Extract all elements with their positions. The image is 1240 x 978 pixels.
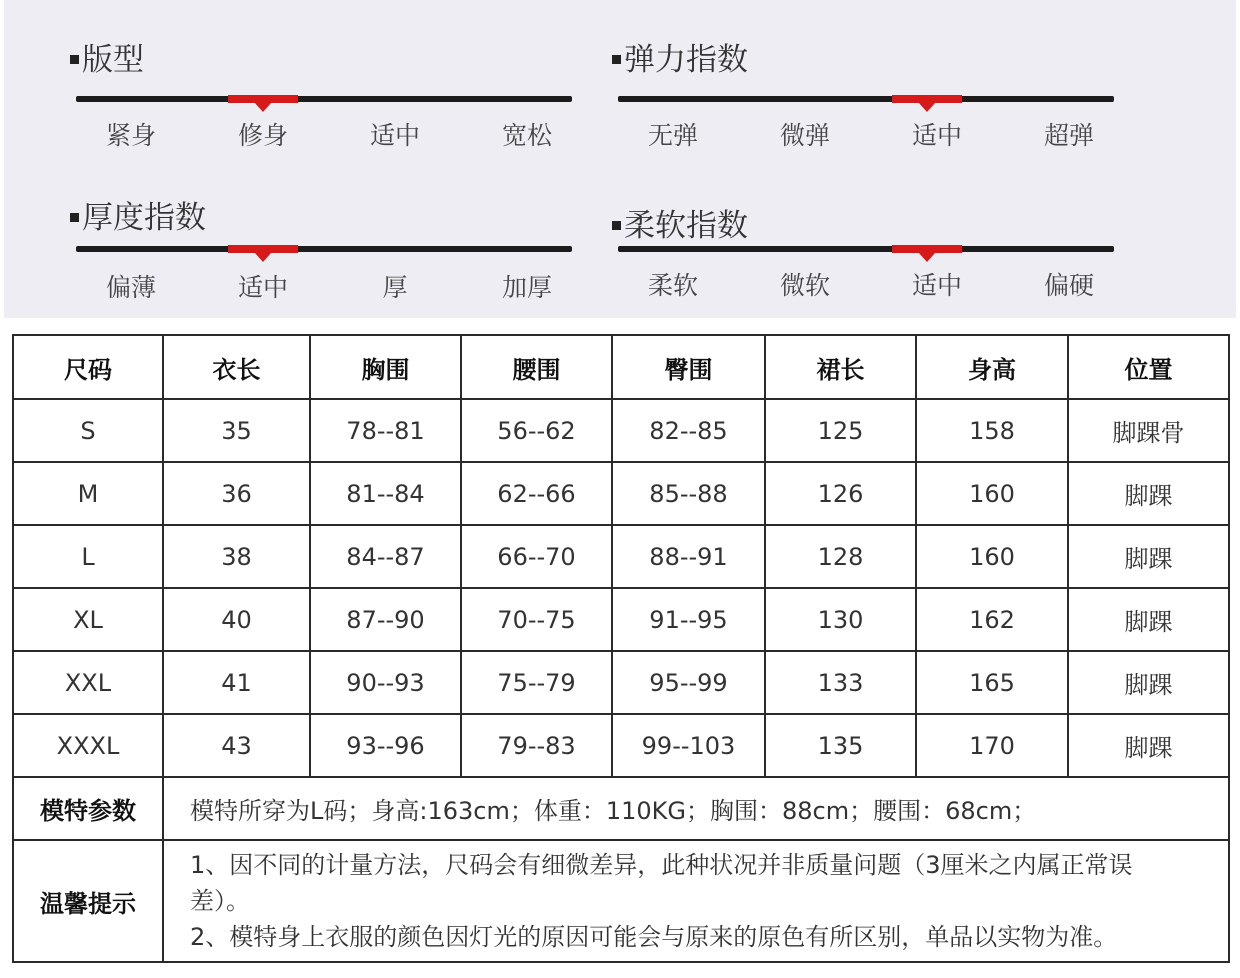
table-cell: 38 <box>163 525 310 588</box>
scale-label: 超弹 <box>1043 121 1094 150</box>
table-cell: 91--95 <box>612 588 765 651</box>
table-cell: 41 <box>163 651 310 714</box>
model-params-text: 模特所穿为L码；身高:163cm；体重：110KG；胸围：88cm；腰围：68cm； <box>163 777 1229 840</box>
metric-title <box>612 34 748 79</box>
scale-bar <box>76 96 572 102</box>
bullet-square-icon <box>612 55 621 64</box>
table-cell: 脚踝骨 <box>1068 399 1229 462</box>
table-cell: 36 <box>163 462 310 525</box>
bullet-square-icon <box>70 213 79 222</box>
header-cell: 尺码 <box>13 335 163 399</box>
table-cell: 56--62 <box>461 399 612 462</box>
table-cell: 79--83 <box>461 714 612 777</box>
table-cell: 81--84 <box>310 462 461 525</box>
table-cell: 脚踝 <box>1068 462 1229 525</box>
table-cell: 脚踝 <box>1068 714 1229 777</box>
scale-label: 微软 <box>779 271 830 300</box>
metric-thickness <box>70 192 570 332</box>
table-cell: S <box>13 399 163 462</box>
fabric-index-panel <box>4 0 1236 318</box>
table-cell: 70--75 <box>461 588 612 651</box>
scale-label: 无弹 <box>647 121 698 150</box>
table-cell: 88--91 <box>612 525 765 588</box>
table-cell: 93--96 <box>310 714 461 777</box>
table-cell: M <box>13 462 163 525</box>
table-cell: 85--88 <box>612 462 765 525</box>
header-cell: 臀围 <box>612 335 765 399</box>
table-cell: 35 <box>163 399 310 462</box>
metric-title-text: 版型 <box>82 42 144 78</box>
table-cell: 133 <box>765 651 916 714</box>
table-cell: 130 <box>765 588 916 651</box>
table-cell: 62--66 <box>461 462 612 525</box>
scale-label: 加厚 <box>501 273 552 302</box>
scale-label: 适中 <box>237 273 288 302</box>
table-cell: 126 <box>765 462 916 525</box>
table-cell: 脚踝 <box>1068 588 1229 651</box>
scale-label: 紧身 <box>105 121 156 150</box>
table-cell: 99--103 <box>612 714 765 777</box>
table-row <box>13 588 1229 651</box>
table-cell: L <box>13 525 163 588</box>
table-header-row <box>13 335 1229 399</box>
table-cell: 158 <box>916 399 1068 462</box>
table-cell: 84--87 <box>310 525 461 588</box>
table-row <box>13 462 1229 525</box>
notice-row <box>13 840 1229 962</box>
table-cell: 40 <box>163 588 310 651</box>
table-cell: XXXL <box>13 714 163 777</box>
scale-bar <box>618 246 1114 252</box>
table-cell: 125 <box>765 399 916 462</box>
table-cell: 75--79 <box>461 651 612 714</box>
scale-label: 微弹 <box>779 121 830 150</box>
table-cell: 82--85 <box>612 399 765 462</box>
metric-softness <box>612 200 1112 340</box>
metric-title-text: 柔软指数 <box>624 208 748 244</box>
table-cell: 43 <box>163 714 310 777</box>
header-cell: 衣长 <box>163 335 310 399</box>
scale-label: 适中 <box>369 121 420 150</box>
table-cell: 170 <box>916 714 1068 777</box>
metric-fit <box>70 34 570 174</box>
table-row <box>13 651 1229 714</box>
header-cell: 裙长 <box>765 335 916 399</box>
bullet-square-icon <box>612 221 621 230</box>
table-cell: XL <box>13 588 163 651</box>
size-chart-table <box>12 334 1230 963</box>
scale-label: 宽松 <box>501 121 552 150</box>
table-row <box>13 714 1229 777</box>
header-cell: 身高 <box>916 335 1068 399</box>
metric-elasticity <box>612 34 1112 174</box>
table-cell: 90--93 <box>310 651 461 714</box>
metric-title <box>70 34 144 79</box>
table-cell: XXL <box>13 651 163 714</box>
notice-line: 差）。 <box>190 887 250 915</box>
notice-text <box>163 840 1229 962</box>
metric-title-text: 厚度指数 <box>82 200 206 236</box>
table-cell: 128 <box>765 525 916 588</box>
header-cell: 位置 <box>1068 335 1229 399</box>
selected-marker <box>892 245 962 253</box>
scale-bar <box>76 246 572 252</box>
notice-line: 2、模特身上衣服的颜色因灯光的原因可能会与原来的原色有所区别，单品以实物为准。 <box>190 923 1118 951</box>
metric-title <box>612 200 748 245</box>
scale-label: 柔软 <box>647 271 698 300</box>
selected-marker <box>228 95 298 103</box>
scale-label: 修身 <box>237 121 288 150</box>
model-params-label: 模特参数 <box>13 777 163 840</box>
table-cell: 162 <box>916 588 1068 651</box>
table-cell: 66--70 <box>461 525 612 588</box>
table-cell: 脚踝 <box>1068 525 1229 588</box>
notice-line: 1、因不同的计量方法，尺码会有细微差异，此种状况并非质量问题（3厘米之内属正常误 <box>190 851 1133 879</box>
model-params-row <box>13 777 1229 840</box>
table-cell: 脚踝 <box>1068 651 1229 714</box>
metric-title <box>70 192 206 237</box>
scale-label: 厚 <box>382 273 408 302</box>
table-cell: 78--81 <box>310 399 461 462</box>
table-cell: 160 <box>916 525 1068 588</box>
scale-label: 偏硬 <box>1043 271 1094 300</box>
header-cell: 腰围 <box>461 335 612 399</box>
scale-label: 适中 <box>911 271 962 300</box>
table-cell: 95--99 <box>612 651 765 714</box>
notice-label: 温馨提示 <box>13 840 163 962</box>
table-row <box>13 525 1229 588</box>
scale-bar <box>618 96 1114 102</box>
table-cell: 87--90 <box>310 588 461 651</box>
table-row <box>13 399 1229 462</box>
table-cell: 135 <box>765 714 916 777</box>
table-cell: 160 <box>916 462 1068 525</box>
metric-title-text: 弹力指数 <box>624 42 748 78</box>
selected-marker <box>228 245 298 253</box>
bullet-square-icon <box>70 55 79 64</box>
header-cell: 胸围 <box>310 335 461 399</box>
selected-marker <box>892 95 962 103</box>
table-cell: 165 <box>916 651 1068 714</box>
scale-label: 偏薄 <box>105 273 156 302</box>
scale-label: 适中 <box>911 121 962 150</box>
